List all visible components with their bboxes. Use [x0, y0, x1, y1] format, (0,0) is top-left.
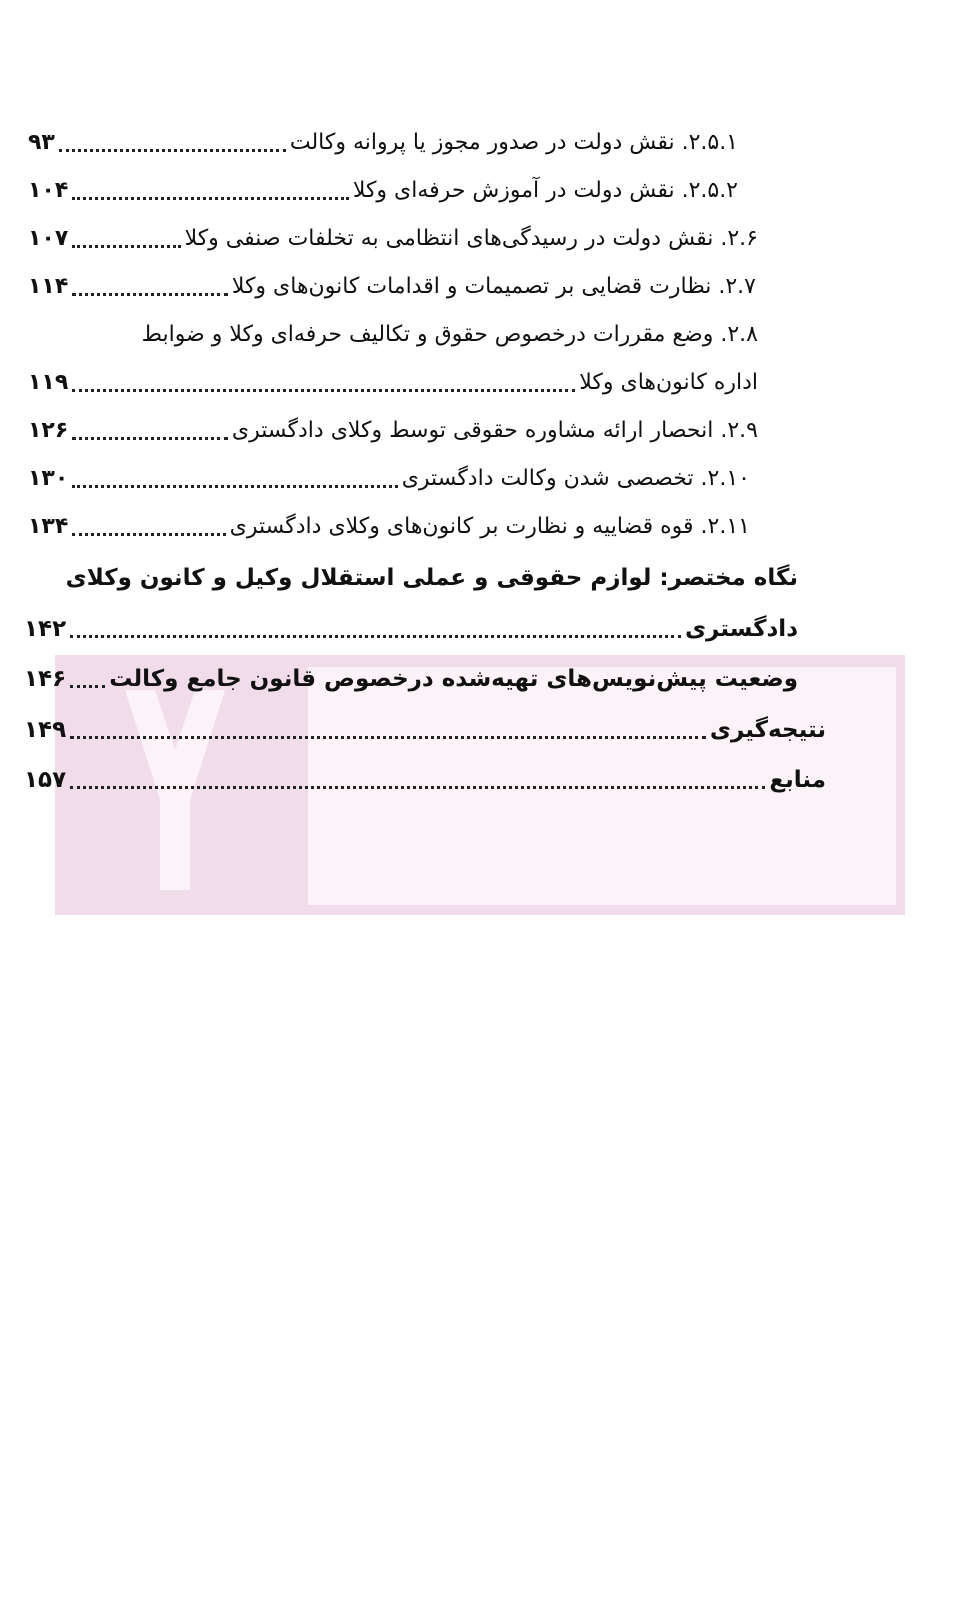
toc-leader-dots [59, 139, 286, 152]
toc-leader-dots [70, 675, 105, 688]
toc-leader-dots [72, 475, 397, 488]
toc-entry-title-line1: نگاه مختصر: لوازم حقوقی و عملی استقلال وکیل و کانون وکلای [65, 565, 798, 591]
toc-entry[interactable] [24, 614, 798, 644]
toc-leader-dots [72, 235, 180, 248]
toc-leader-dots [72, 283, 228, 296]
toc-entry-title: دادگستری [684, 616, 798, 642]
toc-entry-page: ۱۰۴ [28, 178, 69, 203]
toc-entry[interactable] [28, 464, 750, 494]
toc-entry-title: ۲.۱۰. تخصصی شدن وکالت دادگستری [401, 466, 750, 491]
toc-entry[interactable] [28, 176, 738, 206]
toc-entry-title-line1: ۲.۸. وضع مقررات درخصوص حقوق و تکالیف حرفه‌ای وکلا و ضوابط [141, 322, 758, 347]
toc-entry[interactable] [24, 765, 826, 795]
toc-entry-page: ۱۰۷ [28, 226, 69, 251]
toc-entry-page: ۱۴۲ [24, 616, 67, 642]
toc-entry[interactable] [24, 664, 798, 694]
toc-entry-page: ۱۱۹ [28, 370, 69, 395]
toc-leader-dots [70, 726, 706, 739]
toc-entry-title: منابع [769, 767, 826, 793]
toc-entry-page: ۱۳۴ [28, 514, 69, 539]
toc-entry-page: ۹۳ [28, 130, 55, 155]
toc-entry-title: نتیجه‌گیری [709, 717, 826, 743]
toc-entry-title: اداره کانون‌های وکلا [579, 370, 758, 395]
toc-leader-dots [72, 379, 575, 392]
toc-entry-page: ۱۱۴ [28, 274, 69, 299]
toc-entry[interactable] [28, 416, 758, 446]
toc-entry[interactable] [28, 368, 758, 398]
toc-entry-page: ۱۴۶ [24, 666, 67, 692]
toc-leader-dots [72, 427, 228, 440]
toc-entry-page: ۱۳۰ [28, 466, 69, 491]
toc-entry-title: ۲.۶. نقش دولت در رسیدگی‌های انتظامی به تخلفات صنفی وکلا [184, 226, 758, 251]
toc-entry[interactable] [28, 272, 756, 302]
toc-entry[interactable] [28, 224, 758, 254]
toc-entry-title: ۲.۱۱. قوه قضاییه و نظارت بر کانون‌های وکلای دادگستری [229, 514, 750, 539]
toc-entry-title: ۲.۷. نظارت قضایی بر تصمیمات و اقدامات کانون‌های وکلا [231, 274, 756, 299]
toc-entry-title: ۲.۵.۲. نقش دولت در آموزش حرفه‌ای وکلا [352, 178, 738, 203]
toc-entry-title: ۲.۹. انحصار ارائه مشاوره حقوقی توسط وکلای دادگستری [231, 418, 758, 443]
toc-entry[interactable] [24, 715, 826, 745]
toc-entry-title: وضعیت پیش‌نویس‌های تهیه‌شده درخصوص قانون جامع وکالت [109, 666, 798, 692]
toc-entry[interactable] [28, 512, 750, 542]
toc-leader-dots [70, 625, 681, 638]
toc-entry-page: ۱۵۷ [24, 767, 67, 793]
toc-entry-page: ۱۲۶ [28, 418, 69, 443]
toc-leader-dots [72, 523, 225, 536]
toc-entry-page: ۱۴۹ [24, 717, 67, 743]
toc-leader-dots [72, 187, 349, 200]
toc-entry-title: ۲.۵.۱. نقش دولت در صدور مجوز یا پروانه وکالت [289, 130, 738, 155]
toc-entry[interactable] [28, 128, 738, 158]
toc-leader-dots [70, 776, 765, 789]
